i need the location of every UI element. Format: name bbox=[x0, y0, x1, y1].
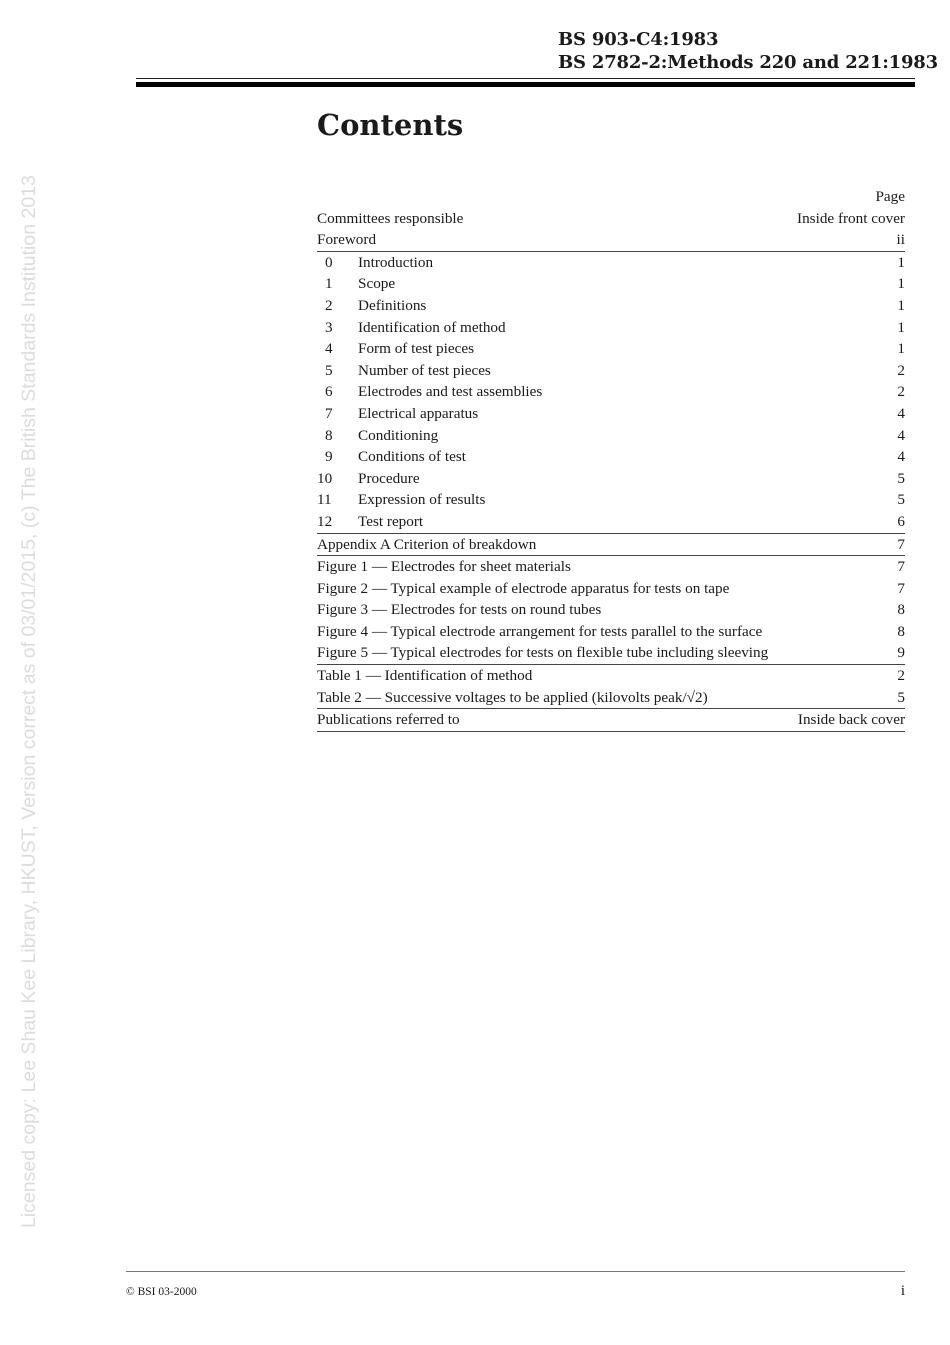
toc-entry-clause[interactable]: 11 Expression of results 5 bbox=[317, 491, 905, 509]
page-title: Contents bbox=[317, 108, 464, 142]
toc-entry-figure[interactable]: Figure 3 — Electrodes for tests on round tubes 8 bbox=[317, 601, 905, 619]
footer-copyright: © BSI 03-2000 bbox=[126, 1286, 197, 1298]
toc-entry-table[interactable]: Table 1 — Identification of method 2 bbox=[317, 667, 905, 685]
toc-entry-clause[interactable]: 10 Procedure 5 bbox=[317, 469, 905, 487]
toc-entry-clause[interactable]: 5 Number of test pieces 2 bbox=[325, 361, 905, 379]
tables-section bbox=[317, 664, 905, 708]
clauses-section bbox=[317, 251, 905, 533]
toc-entry-figure[interactable]: Figure 2 — Typical example of electrode apparatus for tests on tape 7 bbox=[317, 579, 905, 597]
publications-section bbox=[317, 708, 905, 732]
toc-entry-committees[interactable]: Committees responsible Inside front cover bbox=[317, 209, 905, 227]
toc-entry-foreword[interactable]: Foreword ii bbox=[317, 231, 905, 249]
toc-entry-figure[interactable]: Figure 1 — Electrodes for sheet materials 7 bbox=[317, 558, 905, 576]
document-header bbox=[558, 28, 938, 74]
page-column-heading: Page bbox=[875, 188, 905, 205]
footer-rule bbox=[126, 1271, 905, 1272]
toc-entry-clause[interactable]: 2 Definitions 1 bbox=[325, 296, 905, 314]
table-of-contents bbox=[317, 186, 905, 732]
toc-entry-clause[interactable]: 4 Form of test pieces 1 bbox=[325, 340, 905, 358]
toc-entry-clause[interactable]: 7 Electrical apparatus 4 bbox=[325, 404, 905, 422]
standard-number-2: BS 2782-2:Methods 220 and 221:1983 bbox=[558, 52, 938, 73]
toc-entry-publications[interactable]: Publications referred to Inside back cover bbox=[317, 711, 905, 729]
header-rule-thick bbox=[136, 82, 915, 87]
appendix-section bbox=[317, 533, 905, 556]
toc-entry-clause[interactable]: 0 Introduction 1 bbox=[325, 253, 905, 271]
standard-number-1: BS 903-C4:1983 bbox=[558, 29, 719, 50]
figures-section bbox=[317, 555, 905, 664]
footer-page-number: i bbox=[900, 1283, 905, 1299]
toc-entry-figure[interactable]: Figure 4 — Typical electrode arrangement for tests parallel to the surface 8 bbox=[317, 622, 905, 640]
toc-entry-appendix[interactable]: Appendix A Criterion of breakdown 7 bbox=[317, 535, 905, 553]
toc-entry-clause[interactable]: 1 Scope 1 bbox=[325, 275, 905, 293]
toc-entry-clause[interactable]: 8 Conditioning 4 bbox=[325, 426, 905, 444]
toc-entry-clause[interactable]: 6 Electrodes and test assemblies 2 bbox=[325, 383, 905, 401]
toc-entry-clause[interactable]: 3 Identification of method 1 bbox=[325, 318, 905, 336]
license-watermark: Licensed copy: Lee Shau Kee Library, HKUST, Version correct as of 03/01/2015, (c) The British Standards Institution 2013 bbox=[18, 175, 40, 1228]
toc-entry-clause[interactable]: 9 Conditions of test 4 bbox=[325, 448, 905, 466]
toc-entry-table[interactable]: Table 2 — Successive voltages to be applied (kilovolts peak/√2) 5 bbox=[317, 688, 905, 706]
toc-entry-figure[interactable]: Figure 5 — Typical electrodes for tests on flexible tube including sleeving 9 bbox=[317, 644, 905, 662]
header-rule-thin bbox=[136, 78, 915, 79]
toc-entry-clause[interactable]: 12 Test report 6 bbox=[317, 512, 905, 530]
